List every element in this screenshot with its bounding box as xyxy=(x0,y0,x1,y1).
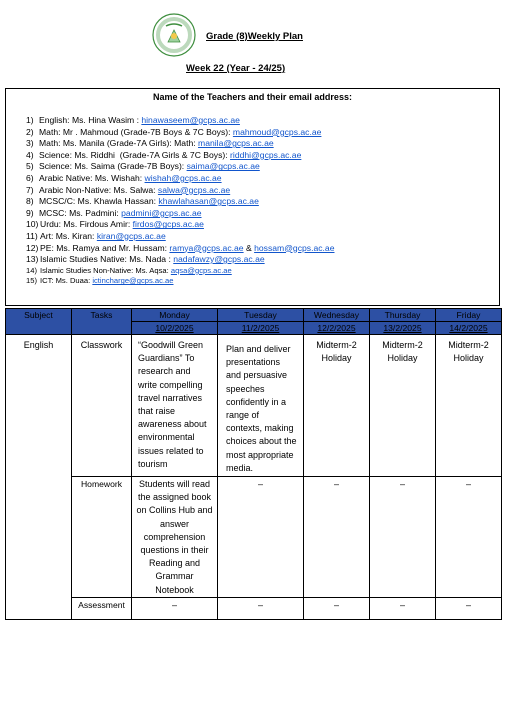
date-monday: 10/2/2025 xyxy=(132,322,218,335)
table-header-row xyxy=(6,309,502,322)
weekly-plan-table xyxy=(5,308,502,620)
teacher-name: Science: Ms. Riddhi (Grade-7A Girls & 7C Boys): xyxy=(39,149,231,160)
teacher-number: 3) xyxy=(26,138,34,149)
homework-friday: – xyxy=(436,477,502,598)
teacher-name: PE: Ms. Ramya and Mr. Hussam: xyxy=(40,242,170,253)
teacher-number: 2) xyxy=(26,126,34,137)
teacher-email-link[interactable]: hossam@gcps.ac.ae xyxy=(254,242,335,253)
assessment-monday: – xyxy=(132,597,218,619)
day-header-friday: Friday xyxy=(436,309,502,322)
teachers-heading: Name of the Teachers and their email address: xyxy=(153,92,352,102)
teacher-name: Science: Ms. Saima (Grade-7B Boys): xyxy=(39,161,187,172)
page-title: Grade (8)Weekly Plan xyxy=(206,31,303,42)
teacher-name: Islamic Studies Native: Ms. Nada : xyxy=(40,254,174,265)
assessment-wednesday: – xyxy=(304,597,370,619)
assessment-friday: – xyxy=(436,597,502,619)
teacher-item xyxy=(26,150,335,162)
email-joiner: & xyxy=(243,242,255,253)
teacher-item xyxy=(26,173,335,185)
teacher-item xyxy=(26,185,335,197)
teacher-email-link[interactable]: saima@gcps.ac.ae xyxy=(186,161,260,172)
homework-tuesday: – xyxy=(218,477,304,598)
teacher-item xyxy=(26,138,335,150)
teacher-number: 11) xyxy=(26,230,38,241)
teacher-name: English: Ms. Hina Wasim : xyxy=(39,115,142,125)
teacher-email-link[interactable]: riddhi@gcps.ac.ae xyxy=(230,149,302,160)
teacher-item xyxy=(26,127,335,139)
teacher-item xyxy=(26,115,335,127)
teacher-item xyxy=(26,254,335,266)
teacher-email-link[interactable]: padmini@gcps.ac.ae xyxy=(121,207,202,218)
teacher-number: 5) xyxy=(26,161,34,172)
table-row xyxy=(6,335,502,477)
teacher-name: MCSC/C: Ms. Khawla Hassan: xyxy=(39,196,159,207)
teacher-name: Arabic Native: Ms. Wishah: xyxy=(39,172,145,183)
teacher-name: Arabic Non-Native: Ms. Salwa: xyxy=(39,184,158,195)
assessment-thursday: – xyxy=(370,597,436,619)
teacher-name: Math: Ms. Manila (Grade-7A Girls): Math: xyxy=(39,138,199,149)
date-thursday: 13/2/2025 xyxy=(370,322,436,335)
teacher-email-link[interactable]: kiran@gcps.ac.ae xyxy=(96,230,166,241)
teachers-list xyxy=(26,115,335,287)
teacher-item xyxy=(26,266,335,277)
table-row xyxy=(6,477,502,598)
day-header-wednesday: Wednesday xyxy=(304,309,370,322)
teacher-number: 4) xyxy=(26,149,34,160)
classwork-wednesday: Midterm-2 Holiday xyxy=(304,335,370,477)
homework-thursday: – xyxy=(370,477,436,598)
teacher-item xyxy=(26,208,335,220)
task-label-homework: Homework xyxy=(72,477,132,598)
task-label-classwork: Classwork xyxy=(72,335,132,477)
teacher-email-link[interactable]: firdos@gcps.ac.ae xyxy=(132,219,204,230)
teacher-item xyxy=(26,161,335,173)
homework-wednesday: – xyxy=(304,477,370,598)
day-header-monday: Monday xyxy=(132,309,218,322)
teacher-number: 13) xyxy=(26,254,39,265)
classwork-friday: Midterm-2 Holiday xyxy=(436,335,502,477)
teacher-name: Islamic Studies Non-Native: Ms. Aqsa: xyxy=(40,265,171,275)
assessment-tuesday: – xyxy=(218,597,304,619)
teacher-item xyxy=(26,243,335,255)
school-logo xyxy=(151,12,197,58)
teacher-email-link[interactable]: mahmoud@gcps.ac.ae xyxy=(232,126,322,137)
teacher-email-link[interactable]: wishah@gcps.ac.ae xyxy=(144,172,222,183)
teacher-item xyxy=(26,196,335,208)
day-header-tuesday: Tuesday xyxy=(218,309,304,322)
teacher-email-link[interactable]: salwa@gcps.ac.ae xyxy=(157,184,231,195)
teacher-number: 15) xyxy=(26,276,37,286)
teacher-number: 6) xyxy=(26,172,34,183)
week-label: Week 22 (Year - 24/25) xyxy=(186,63,286,74)
teacher-name: Art: Ms. Kiran: xyxy=(40,230,97,241)
teacher-name: Urdu: Ms. Firdous Amir: xyxy=(40,219,133,230)
teacher-item xyxy=(26,276,335,287)
teacher-email-link[interactable]: ramya@gcps.ac.ae xyxy=(169,242,244,253)
teacher-email-link[interactable]: khawlahasan@gcps.ac.ae xyxy=(158,196,259,207)
teacher-name: Math: Mr . Mahmoud (Grade-7B Boys & 7C Boys): xyxy=(39,126,233,137)
teacher-number: 8) xyxy=(26,196,34,207)
subject-cell: English xyxy=(6,335,72,620)
teacher-email-link[interactable]: hinawaseem@gcps.ac.ae xyxy=(141,115,240,125)
subject-header: Subject xyxy=(6,309,72,335)
teacher-item xyxy=(26,231,335,243)
teacher-number: 9) xyxy=(26,207,34,218)
tasks-header: Tasks xyxy=(72,309,132,335)
homework-monday: Students will read the assigned book on Collins Hub and answer comprehension questions in their Reading and Grammar Notebook xyxy=(132,477,218,598)
teachers-box xyxy=(5,88,500,306)
date-tuesday: 11/2/2025 xyxy=(218,322,304,335)
teacher-number: 14) xyxy=(26,265,37,275)
classwork-monday: “Goodwill Green Guardians” To research and write compelling travel narratives that raise awareness about environmental issues related to tourism xyxy=(132,335,218,477)
day-header-thursday: Thursday xyxy=(370,309,436,322)
teacher-item xyxy=(26,219,335,231)
teacher-name: MCSC: Ms. Padmini: xyxy=(39,207,122,218)
teacher-number: 1) xyxy=(26,115,34,125)
task-label-assessment: Assessment xyxy=(72,597,132,619)
classwork-tuesday: Plan and deliver presentations and persuasive speeches confidently in a range of contexts, making choices about the most appropriate media. xyxy=(218,335,304,477)
teacher-email-link[interactable]: manila@gcps.ac.ae xyxy=(198,138,274,149)
teacher-number: 12) xyxy=(26,242,39,253)
date-wednesday: 12/2/2025 xyxy=(304,322,370,335)
teacher-number: 10) xyxy=(26,219,39,230)
teacher-name: ICT: Ms. Duaa: xyxy=(40,276,93,286)
teacher-email-link[interactable]: aqsa@gcps.ac.ae xyxy=(170,265,232,275)
date-friday: 14/2/2025 xyxy=(436,322,502,335)
classwork-thursday: Midterm-2 Holiday xyxy=(370,335,436,477)
table-row xyxy=(6,597,502,619)
teacher-email-link[interactable]: ictincharge@gcps.ac.ae xyxy=(92,276,174,286)
teacher-number: 7) xyxy=(26,184,34,195)
teacher-email-link[interactable]: nadafawzy@gcps.ac.ae xyxy=(173,254,265,265)
